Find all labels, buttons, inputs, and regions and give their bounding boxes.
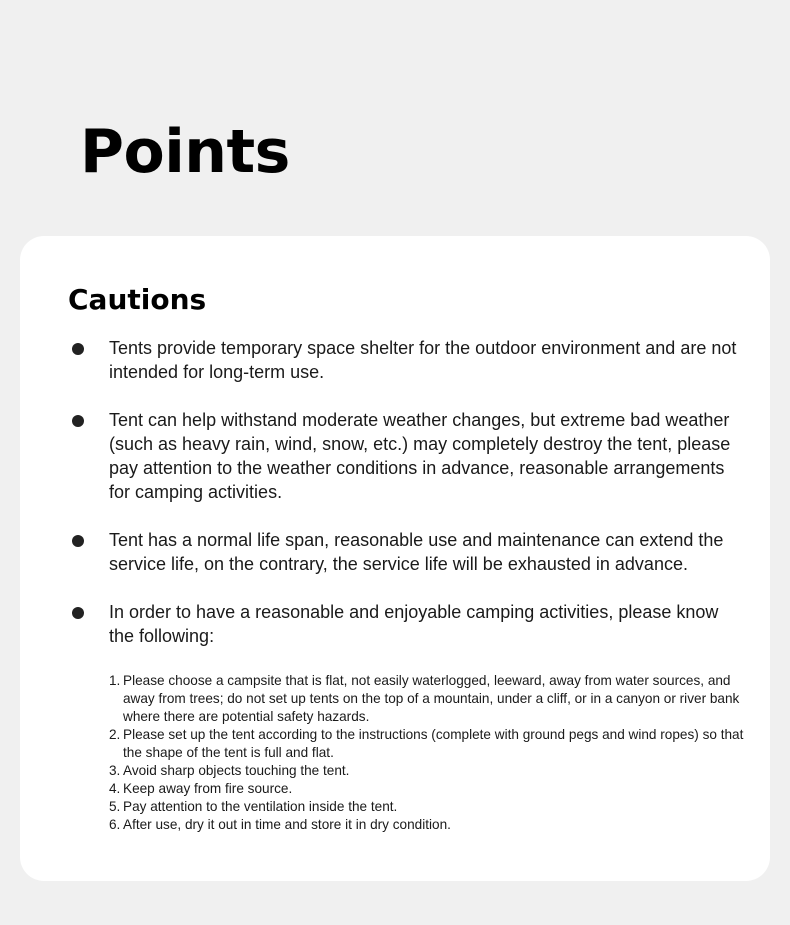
step-number: 1. [109, 673, 121, 688]
bullet-icon [72, 343, 84, 355]
bullet-icon [72, 415, 84, 427]
step-number: 2. [109, 727, 121, 742]
cautions-card [20, 236, 770, 881]
step-text: Please set up the tent according to the instructions (complete with ground pegs and wind ropes) so that the shape of the tent is full and flat. [123, 727, 744, 760]
step-text: Keep away from fire source. [123, 781, 293, 796]
caution-item [68, 528, 748, 576]
bullet-icon [72, 535, 84, 547]
step-item [109, 726, 748, 762]
caution-text: Tents provide temporary space shelter for the outdoor environment and are not intended for long-term use. [109, 338, 737, 382]
bullet-icon [72, 607, 84, 619]
caution-text: Tent has a normal life span, reasonable use and maintenance can extend the service life, on the contrary, the service life will be exhausted in advance. [109, 530, 724, 574]
step-number: 5. [109, 799, 121, 814]
caution-text: In order to have a reasonable and enjoyable camping activities, please know the following: [109, 602, 719, 646]
step-item [109, 798, 748, 816]
caution-item [68, 336, 748, 384]
cautions-list [68, 336, 748, 858]
step-text: Please choose a campsite that is flat, not easily waterlogged, leeward, away from water sources, and away from trees; do not set up tents on the top of a mountain, under a cliff, or in a canyon or river bank where there are potential safety hazards. [123, 673, 740, 724]
step-number: 4. [109, 781, 121, 796]
step-item [109, 780, 748, 798]
caution-text: Tent can help withstand moderate weather changes, but extreme bad weather (such as heavy rain, wind, snow, etc.) may completely destroy the tent, please pay attention to the weather conditions in advance, reasonable arrangements for camping activities. [109, 410, 731, 502]
step-item [109, 816, 748, 834]
section-title: Cautions [68, 283, 207, 316]
caution-item [68, 600, 748, 834]
step-item [109, 762, 748, 780]
page-title: Points [80, 117, 290, 187]
step-item [109, 672, 748, 726]
camping-steps-list [109, 672, 748, 834]
step-text: After use, dry it out in time and store it in dry condition. [123, 817, 451, 832]
step-text: Pay attention to the ventilation inside the tent. [123, 799, 398, 814]
step-text: Avoid sharp objects touching the tent. [123, 763, 350, 778]
caution-item [68, 408, 748, 504]
step-number: 3. [109, 763, 121, 778]
step-number: 6. [109, 817, 121, 832]
